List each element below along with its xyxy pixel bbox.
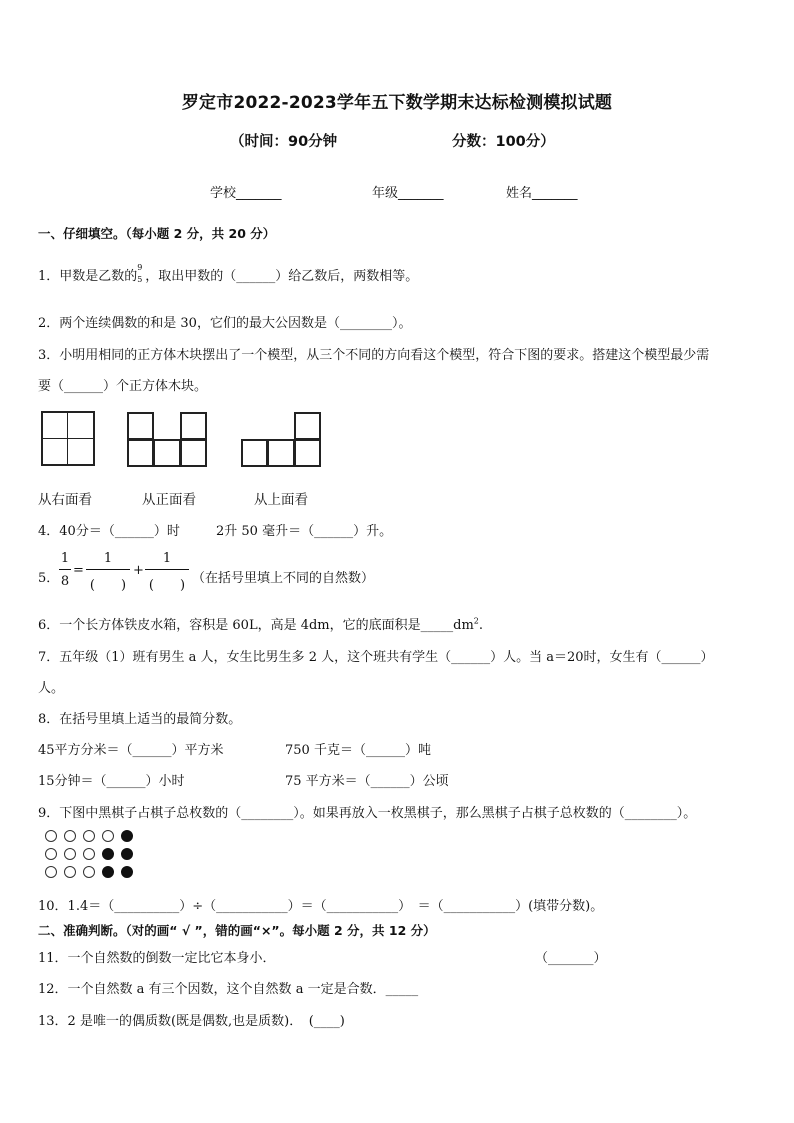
name-field: 姓名_______ (506, 186, 578, 201)
question-2: 2．两个连续偶数的和是 30，它们的最大公因数是（________）。 (38, 316, 412, 331)
q1-text-pre: 1．甲数是乙数的 (38, 269, 138, 284)
question-13: 13．2 是唯一的偶质数(既是偶数,也是质数)． (____) (38, 1014, 345, 1029)
question-4a: 4．40分＝（______）时 (38, 524, 180, 539)
question-4b: 2升 50 毫升＝（______）升。 (216, 524, 393, 539)
question-7-line2: 人。 (38, 681, 65, 696)
white-piece (64, 848, 76, 860)
q5-note: （在括号里填上不同的自然数） (192, 571, 375, 586)
white-piece (64, 866, 76, 878)
white-piece (64, 830, 76, 842)
q6-text: 6．一个长方体铁皮水箱，容积是 60L，高是 4dm，它的底面积是_____dm (38, 618, 474, 633)
q1-fraction (137, 262, 145, 284)
question-11-blank: （_______） (535, 951, 607, 966)
question-8-r2a: 15分钟＝（______）小时 (38, 774, 185, 789)
question-3-line1: 3．小明用相同的正方体木块摆出了一个模型，从三个不同的方向看这个模型，符合下图的要求。搭建这个模型最少需 (38, 348, 710, 363)
exam-time: （时间：90分钟 (230, 134, 338, 150)
question-8-r1b: 750 千克＝（______）吨 (285, 743, 431, 758)
question-1 (38, 262, 419, 284)
q5-plus: + (133, 563, 144, 578)
caption-front-view: 从正面看 (142, 492, 196, 508)
white-piece (102, 830, 114, 842)
black-piece (121, 866, 133, 878)
white-piece (83, 848, 95, 860)
question-12: 12．一个自然数 a 有三个因数，这个自然数 a 一定是合数．_____ (38, 982, 419, 997)
black-piece (121, 848, 133, 860)
question-6 (38, 614, 483, 633)
grade-field: 年级_______ (372, 186, 444, 201)
q5-lhs-den: 8 (60, 574, 70, 589)
q5-r1-num: 1 (103, 551, 113, 566)
question-8-stem: 8．在括号里填上适当的最简分数。 (38, 712, 242, 727)
white-piece (83, 866, 95, 878)
q1-frac-den: 5 (137, 274, 143, 284)
q5-lhs-num: 1 (60, 551, 70, 566)
q6-sup: 2 (473, 616, 479, 626)
q1-frac-num: 9 (137, 262, 143, 272)
question-8-r2b: 75 平方米＝（______）公顷 (285, 774, 449, 789)
q5-prefix: 5． (38, 571, 60, 586)
question-11: 11．一个自然数的倒数一定比它本身小． (38, 951, 276, 966)
page-title: 罗定市2022-2023学年五下数学期末达标检测模拟试题 (181, 93, 613, 113)
caption-right-view: 从右面看 (38, 492, 92, 508)
q5-equals: = (73, 563, 84, 578)
q5-r1-den: ( ) (89, 578, 127, 593)
exam-score: 分数：100分） (452, 134, 555, 150)
black-piece (121, 830, 133, 842)
caption-top-view: 从上面看 (254, 492, 308, 508)
section-2-heading: 二、准确判断。（对的画“ √ ”，错的画“×”。每小题 2 分，共 12 分） (38, 923, 436, 938)
section-1-heading: 一、仔细填空。（每小题 2 分，共 20 分） (38, 226, 276, 241)
white-piece (45, 848, 57, 860)
question-10: 10．1.4＝（__________）÷（___________）＝（___________） ＝（___________）(填带分数)。 (38, 899, 604, 914)
q5-r2-num: 1 (162, 551, 172, 566)
q1-text-post: ，取出甲数的（______）给乙数后，两数相等。 (145, 269, 419, 284)
black-piece (102, 866, 114, 878)
question-9: 9．下图中黑棋子占棋子总枚数的（________）。如果再放入一枚黑棋子，那么黑棋子占棋子总枚数的（________）。 (38, 806, 697, 821)
q5-r2-den: ( ) (148, 578, 186, 593)
question-3-line2: 要（______）个正方体木块。 (38, 379, 208, 394)
black-piece (102, 848, 114, 860)
white-piece (45, 830, 57, 842)
white-piece (83, 830, 95, 842)
question-7-line1: 7．五年级（1）班有男生 a 人，女生比男生多 2 人，这个班共有学生（______）人。当 a＝20时，女生有（______） (38, 650, 714, 665)
school-field: 学校_______ (210, 186, 282, 201)
question-8-r1a: 45平方分米＝（______）平方米 (38, 743, 224, 758)
white-piece (45, 866, 57, 878)
q6-end: . (478, 618, 484, 633)
